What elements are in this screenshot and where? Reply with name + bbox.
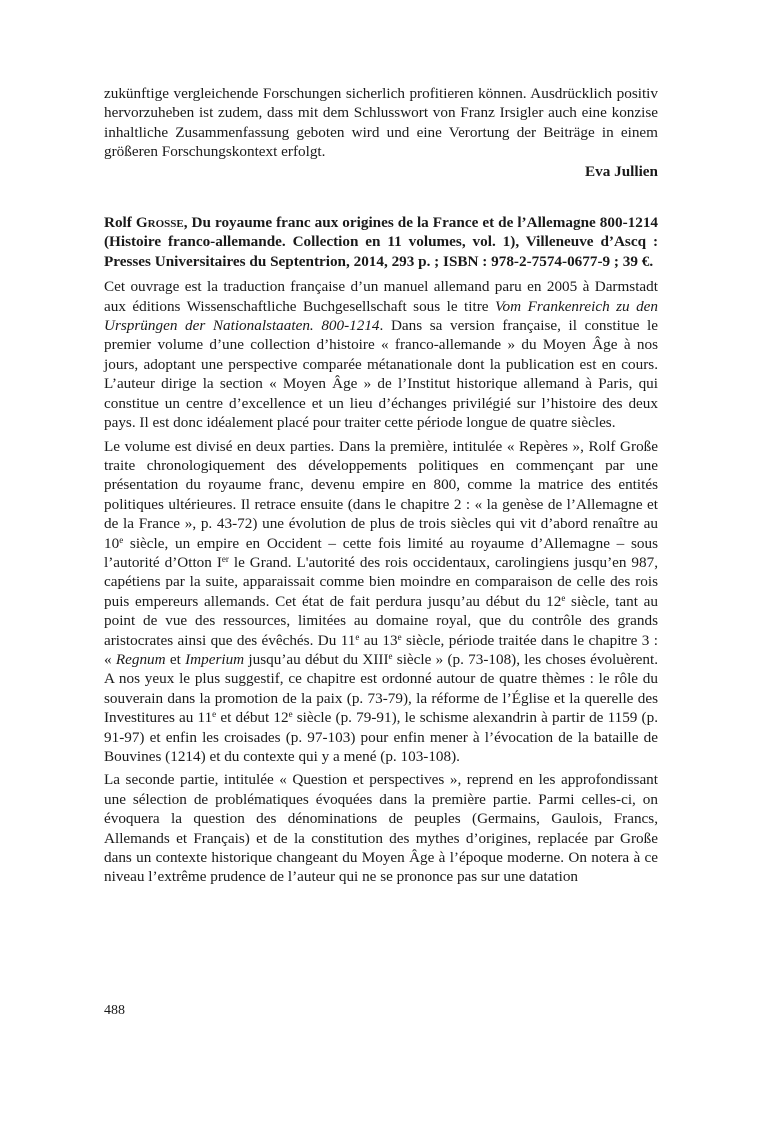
superscript: e bbox=[119, 534, 124, 545]
text-run: siècle (p. 79-91), le schisme alexandrin à partir de 1159 (p. 91-97) et enfin les croisades (p. 97-103) pour enfin mener à l’évocation de la bataille de Bouvines (1214) et du contexte qui y a mené (p. 103-108). bbox=[104, 709, 659, 765]
text-run: siècle, un empire en Occident – cette fois limité au royaume d’Allemagne – sous l’autorité d’Otton I bbox=[104, 534, 658, 571]
text-run: et bbox=[165, 650, 186, 668]
superscript: er bbox=[221, 553, 229, 564]
reviewer-signature: Eva Jullien bbox=[584, 162, 658, 180]
text-run: . Dans sa version française, il constitue le premier volume d’une collection d’histoire « franco-allemande » du Moyen Âge à nos jours, adoptant une perspective comparée métanationale dont la publication est en cours. L’auteur dirige la section « Moyen Âge » de l’Institut historique allemand à Paris, qui constitue un centre d’excellence et un lieu d’échanges privilégié sur l’histoire des deux pays. Il est donc idéalement placé pour traiter cette période longue de quatre siècles. bbox=[104, 317, 658, 432]
text-run: jusqu’au début du XIII bbox=[244, 650, 389, 668]
review-paragraph-2 bbox=[104, 437, 658, 767]
review-paragraph-1 bbox=[104, 277, 658, 432]
italic-term: Imperium bbox=[185, 650, 245, 668]
superscript: e bbox=[561, 592, 566, 603]
text-run: Le volume est divisé en deux parties. Dans la première, intitulée « Repères », Rolf Große traite chronologiquement des développements politiques en commençant par une présentation du royaume franc, devenu empire en 800, comme la matrice des entités politiques ultérieures. Il retrace ensuite (dans le chapitre 2 : « la genèse de l’Allemagne et de la France », p. 43-72) une évolution de plus de trois siècles qui vit d’abord renaître au 10 bbox=[104, 437, 658, 552]
superscript: e bbox=[288, 709, 293, 720]
superscript: e bbox=[388, 650, 393, 661]
superscript: e bbox=[355, 631, 360, 642]
review-heading bbox=[104, 213, 658, 271]
italic-term: Regnum bbox=[115, 650, 166, 668]
carryover-paragraph: zukünftige vergleichende Forschungen sicherlich profitieren können. Ausdrücklich positiv hervorzuheben ist zudem, dass mit dem Schlusswort von Franz Irsigler auch eine konzise inhaltliche Zusammenfassung geboten wird und eine Verortung der Beiträge in einem größeren Forschungskontext erfolgt. bbox=[104, 85, 658, 161]
page-number: 488 bbox=[104, 1003, 125, 1018]
text-run: et début 12 bbox=[216, 709, 289, 727]
text-run: Cet ouvrage est la traduction française d’un manuel allemand paru en 2005 à Darmstadt aux éditions Wissenschaftliche Buchgesellschaft sous le titre bbox=[104, 278, 658, 315]
original-title: Vom Frankenreich zu den Ursprüngen der Nationalstaaten. 800-1214 bbox=[104, 297, 659, 335]
text-run: siècle, tant au point de vue des ressources, limitées au domaine royal, que du contrôle des grands aristocrates ainsi que des évêchés. Du 11 bbox=[104, 592, 658, 649]
page-body bbox=[104, 84, 658, 887]
book-citation: , Du royaume franc aux origines de la France et de l’Allemagne 800-1214 (Histoire franco-allemande. Collection en 11 volumes, vol. 1), Villeneuve d’Ascq : Presses Universitaires du Septentrion, 2014, 293 p. ; ISBN : 978-2-7574-0677-9 ; 39 €. bbox=[104, 214, 659, 270]
review-paragraph-3: La seconde partie, intitulée « Question et perspectives », reprend en les approfondissant une sélection de problématiques évoquées dans la première partie. Parmi celles-ci, on évoquera la question des dénominations de peuples (Germains, Gaulois, Francs, Allemands et Français) et de la constitution des mythes d’origines, replacée par Große dans un contexte historique changeant du Moyen Âge à l’époque moderne. On notera à ce niveau l’extrême prudence de l’auteur qui ne se prononce pas sur une datation bbox=[104, 771, 658, 886]
text-run: au 13 bbox=[359, 631, 398, 649]
text-run: siècle » (p. 73-108), les choses évoluèrent. A nos yeux le plus suggestif, ce chapitre est ordonné autour de quatre thèmes : le rôle du souverain dans la promotion de la paix (p. 73-79), la réforme de l’Église et la querelle des Investitures au 11 bbox=[104, 650, 659, 727]
text-run: le Grand. L'autorité des rois occidentaux, carolingiens jusqu’en 987, capétiens par la suite, apparaissait comme bien moindre en comparaison de celle des rois puis empereurs allemands. Cet état de fait perdura jusqu’au début du 12 bbox=[104, 553, 658, 610]
author-first-name: Rolf bbox=[104, 214, 136, 232]
superscript: e bbox=[397, 631, 402, 642]
superscript: e bbox=[212, 709, 217, 720]
author-last-name: Grosse bbox=[135, 214, 184, 232]
text-run: siècle, période traitée dans le chapitre 3 : « bbox=[104, 631, 658, 668]
